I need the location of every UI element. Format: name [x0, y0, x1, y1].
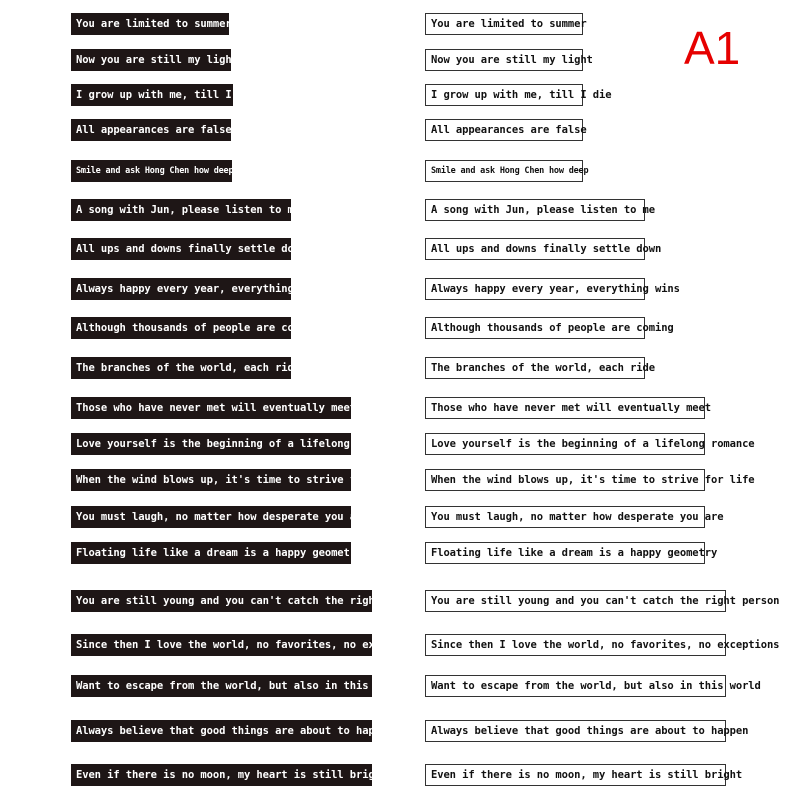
dark-sticker-12: Love yourself is the beginning of a lifelong romance [71, 433, 351, 455]
dark-sticker-14: You must laugh, no matter how desperate you are [71, 506, 351, 528]
light-sticker-15: Floating life like a dream is a happy geometry [425, 542, 705, 564]
light-sticker-3: I grow up with me, till I die [425, 84, 583, 106]
light-sticker-16: You are still young and you can't catch the right person [425, 590, 726, 612]
light-sticker-12: Love yourself is the beginning of a lifelong romance [425, 433, 705, 455]
dark-sticker-3: I grow up with me, till I die [71, 84, 233, 106]
dark-sticker-13: When the wind blows up, it's time to strive for life [71, 469, 351, 491]
dark-sticker-17: Since then I love the world, no favorites, no exceptions [71, 634, 372, 656]
light-sticker-4: All appearances are false [425, 119, 583, 141]
light-sticker-18: Want to escape from the world, but also in this world [425, 675, 726, 697]
dark-sticker-4: All appearances are false [71, 119, 231, 141]
dark-sticker-9: Although thousands of people are coming [71, 317, 291, 339]
dark-sticker-5: Smile and ask Hong Chen how deep [71, 160, 232, 182]
light-sticker-7: All ups and downs finally settle down [425, 238, 645, 260]
dark-sticker-19: Always believe that good things are about to happen [71, 720, 372, 742]
light-sticker-1: You are limited to summer [425, 13, 583, 35]
dark-sticker-11: Those who have never met will eventually meet [71, 397, 351, 419]
dark-sticker-18: Want to escape from the world, but also in this world [71, 675, 372, 697]
dark-sticker-16: You are still young and you can't catch the right person [71, 590, 372, 612]
dark-sticker-15: Floating life like a dream is a happy geometry [71, 542, 351, 564]
light-sticker-5: Smile and ask Hong Chen how deep [425, 160, 583, 182]
variant-tag: A1 [684, 22, 741, 74]
light-sticker-14: You must laugh, no matter how desperate you are [425, 506, 705, 528]
light-sticker-10: The branches of the world, each ride [425, 357, 645, 379]
light-sticker-11: Those who have never met will eventually meet [425, 397, 705, 419]
light-sticker-20: Even if there is no moon, my heart is still bright [425, 764, 726, 786]
light-sticker-8: Always happy every year, everything wins [425, 278, 645, 300]
dark-sticker-6: A song with Jun, please listen to me [71, 199, 291, 221]
dark-sticker-8: Always happy every year, everything wins [71, 278, 291, 300]
light-sticker-2: Now you are still my light [425, 49, 583, 71]
light-sticker-9: Although thousands of people are coming [425, 317, 645, 339]
dark-sticker-7: All ups and downs finally settle down [71, 238, 291, 260]
dark-sticker-10: The branches of the world, each ride [71, 357, 291, 379]
light-sticker-6: A song with Jun, please listen to me [425, 199, 645, 221]
dark-sticker-20: Even if there is no moon, my heart is still bright [71, 764, 372, 786]
dark-sticker-1: You are limited to summer [71, 13, 229, 35]
dark-sticker-2: Now you are still my light [71, 49, 231, 71]
light-sticker-19: Always believe that good things are about to happen [425, 720, 726, 742]
light-sticker-17: Since then I love the world, no favorites, no exceptions [425, 634, 726, 656]
light-sticker-13: When the wind blows up, it's time to strive for life [425, 469, 705, 491]
